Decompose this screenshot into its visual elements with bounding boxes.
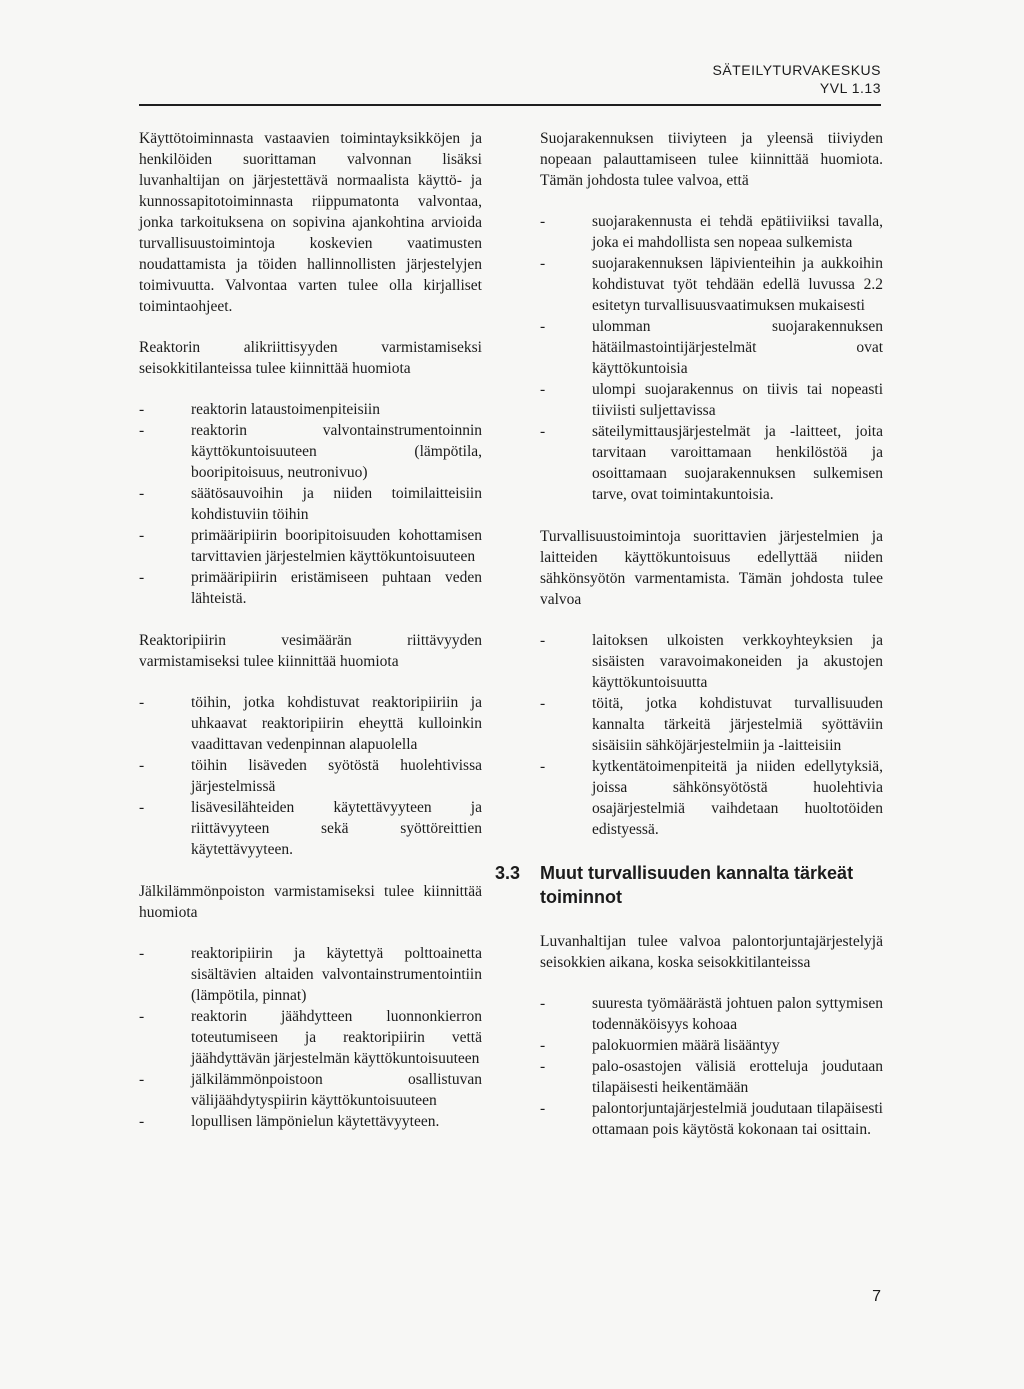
list-item-text: suojarakennusta ei tehdä epätiiviiksi tavalla, joka ei mahdollista sen nopeaa sulkemista [592,213,883,251]
list-item-text: primääripiirin eristämiseen puhtaan veden lähteistä. [191,569,482,607]
list-item [540,211,883,253]
list-item-text: säteilymittausjärjestelmät ja -laitteet, joita tarvitaan varoittamaan henkilöstöä ja osoittamaan suojarakennuksen sulkemisen tarve, ovat toimintakuntoisia. [592,423,883,503]
list-item-text: töihin lisäveden syötöstä huolehtivissa järjestelmissä [191,757,482,795]
paragraph: Käyttötoiminnasta vastaavien toimintayksikköjen ja henkilöiden suorittaman valvonnan lisäksi luvanhaltijan on järjestettävä normaalista käyttö- ja kunnossapitotoiminnasta riippumatonta valvontaa, jonka tarkoituksena on sopivina ajankohtina arvioida turvallisuustoimintoja koskevien vaatimusten noudattamista ja töiden hallinnollisten järjestelyjen toimivuutta. Valvontaa varten tulee olla kirjalliset toimintaohjeet. [139,130,482,315]
dash-marker: - [139,945,145,962]
list-item [540,993,883,1035]
dash-marker: - [139,401,145,418]
list-item [540,756,883,840]
list-item [139,483,482,525]
list-item-text: ulompi suojarakennus on tiivis tai nopeasti tiiviisti suljettavissa [592,381,883,419]
list-item [540,316,883,379]
organization-name: SÄTEILYTURVAKESKUS [712,62,881,78]
list-item [540,693,883,756]
dash-marker: - [139,422,145,439]
list-item [139,420,482,483]
list-item-text: ulomman suojarakennuksen hätäilmastointijärjestelmät ovat käyttökuntoisia [592,318,883,377]
list-item [139,567,482,609]
paragraph: Suojarakennuksen tiiviyteen ja yleensä tiiviyden nopeaan palauttamiseen tulee kiinnittää huomiota. Tämän johdosta tulee valvoa, että [540,130,883,189]
dash-marker: - [540,423,546,440]
list-item-text: kytkentätoimenpiteitä ja niiden edellytyksiä, joissa sähkönsyötöstä huolehtivia osajärjestelmiä vaihdetaan huoltotöiden edistyessä. [592,758,883,838]
list-item [139,1111,482,1132]
header-rule [139,104,881,106]
list-item [139,1069,482,1111]
section-title: Muut turvallisuuden kannalta tärkeät toiminnot [540,863,854,907]
list-item-text: jälkilämmönpoistoon osallistuvan välijäähdytyspiirin käyttökuntoisuuteen [191,1071,482,1109]
page-number: 7 [872,1288,881,1305]
dash-marker: - [139,1113,145,1130]
list-item-text: palo-osastojen välisiä erotteluja joudutaan tilapäisesti heikentämään [592,1058,883,1096]
list-item-text: reaktorin valvontainstrumentoinnin käyttökuntoisuuteen (lämpötila, booripitoisuus, neutronivuo) [191,422,482,481]
list-item [139,755,482,797]
list-item [540,1035,883,1056]
dash-marker: - [540,695,546,712]
bullet-list [540,993,883,1140]
paragraph: Turvallisuustoimintoja suorittavien järjestelmien ja laitteiden käyttökuntoisuus edellyttää niiden sähkönsyötön varmentamista. Tämän johdosta tulee valvoa [540,528,883,608]
list-item [139,797,482,860]
dash-marker: - [139,1071,145,1088]
section-heading [495,861,883,909]
dash-marker: - [540,1037,546,1054]
list-item-text: suojarakennuksen läpivienteihin ja aukkoihin kohdistuvat työt tehdään edellä luvussa 2.2 esitetyn turvallisuusvaatimuksen mukaisesti [592,255,883,314]
list-item [540,253,883,316]
list-item [139,1006,482,1069]
list-item-text: suuresta työmäärästä johtuen palon syttymisen todennäköisyys kohoaa [592,995,883,1033]
document-code: YVL 1.13 [819,80,881,96]
dash-marker: - [540,995,546,1012]
dash-marker: - [139,527,145,544]
page-header [0,60,1024,110]
left-column [139,128,482,1153]
list-item-text: lisävesilähteiden käytettävyyteen ja riittävyyteen sekä syöttöreittien käytettävyyteen. [191,799,482,858]
list-item-text: lopullisen lämpönielun käytettävyyteen. [191,1113,440,1130]
list-item-text: reaktorin jäähdytteen luonnonkierron toteutumiseen ja reaktoripiirin vettä jäähdyttävän järjestelmän käyttökuntoisuuteen [191,1008,482,1067]
paragraph: Luvanhaltijan tulee valvoa palontorjuntajärjestelyjä seisokkien aikana, koska seisokkitilanteissa [540,933,883,971]
list-item-text: laitoksen ulkoisten verkkoyhteyksien ja sisäisten varavoimakoneiden ja akustojen käyttökuntoisuutta [592,632,883,691]
list-item-text: reaktorin lataustoimenpiteisiin [191,401,380,418]
dash-marker: - [540,758,546,775]
list-item-text: töitä, jotka kohdistuvat turvallisuuden kannalta tärkeitä järjestelmiä syöttäviin sisäisiin sähköjärjestelmiin ja -laitteisiin [592,695,883,754]
bullet-list [540,211,883,505]
list-item-text: palokuormien määrä lisääntyy [592,1037,780,1054]
paragraph: Reaktorin alikriittisyyden varmistamiseksi seisokkitilanteissa tulee kiinnittää huomiota [139,339,482,377]
list-item [139,943,482,1006]
right-column [495,128,883,1161]
dash-marker: - [540,213,546,230]
bullet-list [139,692,482,860]
dash-marker: - [139,757,145,774]
list-item-text: säätösauvoihin ja niiden toimilaitteisiin kohdistuviin töihin [191,485,482,523]
paragraph: Reaktoripiirin vesimäärän riittävyyden varmistamiseksi tulee kiinnittää huomiota [139,632,482,670]
paragraph: Jälkilämmönpoiston varmistamiseksi tulee kiinnittää huomiota [139,883,482,921]
list-item [540,421,883,505]
list-item-text: palontorjuntajärjestelmiä joudutaan tilapäisesti ottamaan pois käytöstä kokonaan tai osittain. [592,1100,883,1138]
list-item [540,630,883,693]
dash-marker: - [540,255,546,272]
list-item-text: primääripiirin booripitoisuuden kohottamisen tarvittavien järjestelmien käyttökuntoisuuteen [191,527,482,565]
list-item-text: töihin, jotka kohdistuvat reaktoripiiriin ja uhkaavat reaktoripiirin eheyttä kulloinkin vaadittavan vedenpinnan alapuolella [191,694,482,753]
dash-marker: - [139,1008,145,1025]
section-number: 3.3 [495,863,521,883]
bullet-list [139,943,482,1132]
list-item [139,692,482,755]
dash-marker: - [540,1058,546,1075]
list-item [139,399,482,420]
dash-marker: - [139,694,145,711]
list-item [540,1098,883,1140]
list-item [540,1056,883,1098]
bullet-list [540,630,883,840]
list-item [540,379,883,421]
dash-marker: - [540,1100,546,1117]
dash-marker: - [540,381,546,398]
list-item-text: reaktoripiirin ja käytettyä polttoainetta sisältävien altaiden valvontainstrumentointiin (lämpötila, pinnat) [191,945,482,1004]
bullet-list [139,399,482,609]
dash-marker: - [139,799,145,816]
dash-marker: - [540,632,546,649]
dash-marker: - [139,485,145,502]
list-item [139,525,482,567]
dash-marker: - [540,318,546,335]
dash-marker: - [139,569,145,586]
